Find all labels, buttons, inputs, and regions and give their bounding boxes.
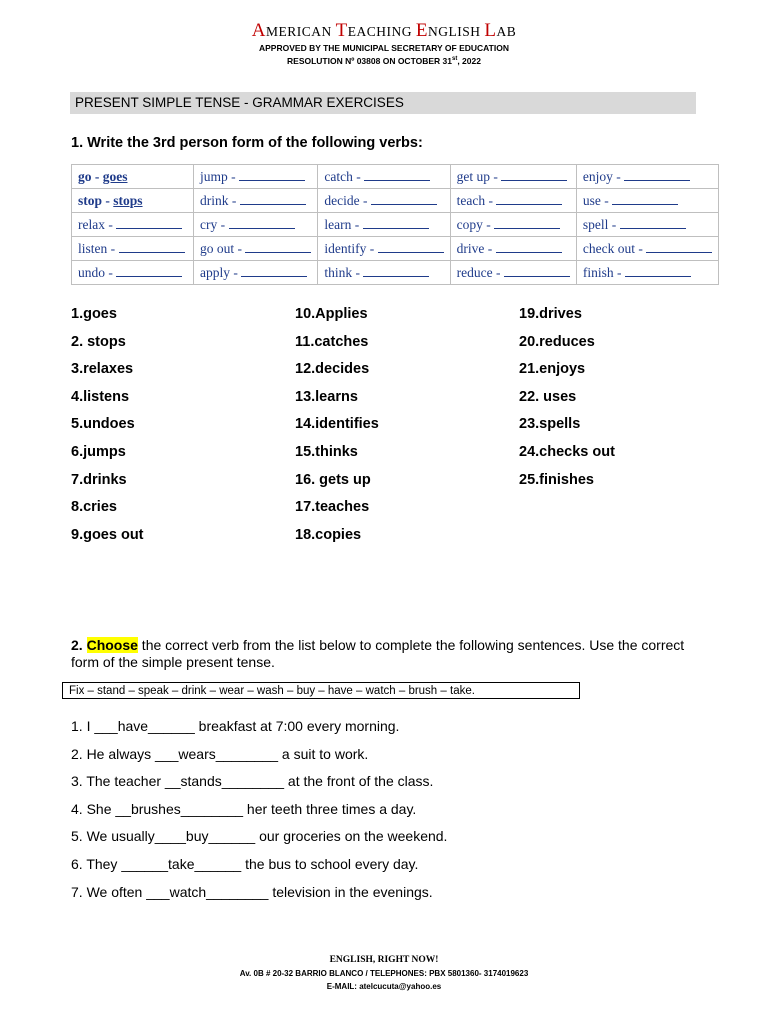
verb-word: finish	[582, 265, 614, 280]
answer-item: 20.reduces	[519, 333, 595, 350]
verb-cell: copy -	[450, 213, 576, 237]
sentence-item: 5. We usually____buy______ our groceries on the weekend.	[71, 828, 448, 845]
verb-cell: learn -	[318, 213, 450, 237]
verb-word: enjoy	[582, 169, 613, 184]
answer-item: 1.goes	[71, 306, 117, 322]
verb-word: apply	[200, 265, 230, 280]
sentence-list	[71, 717, 447, 910]
answer-blank[interactable]	[501, 168, 567, 181]
verb-word: drive	[456, 241, 485, 256]
answer-blank[interactable]	[240, 192, 306, 205]
verb-cell: use -	[576, 189, 718, 213]
resolution-line: RESOLUTION Nº 03808 ON OCTOBER 31st, 2022	[287, 56, 481, 66]
choose-highlight: Choose	[86, 637, 138, 653]
answer-item: 25.finishes	[519, 471, 594, 488]
verb-cell: catch -	[318, 165, 450, 189]
answer-item: 12.decides	[295, 361, 370, 378]
verb-word: spell	[582, 217, 609, 232]
org-title	[0, 20, 768, 42]
answer-blank[interactable]	[496, 240, 562, 253]
verb-example-answer: goes	[102, 168, 128, 184]
answer-blank[interactable]	[625, 264, 691, 277]
verb-word: check out	[582, 241, 635, 256]
exercise2-instructions: 2. Choose the correct verb from the list below to complete the following sentences. Use the correct form of the simple present tense.	[71, 637, 685, 670]
answer-item: 9.goes out	[71, 526, 144, 543]
answer-item: 24.checks out	[519, 443, 615, 460]
title-word-rest: EACHING	[347, 24, 416, 39]
answer-blank[interactable]	[116, 264, 182, 277]
title-word-rest: NGLISH	[427, 24, 485, 39]
answer-item: 11.catches	[295, 333, 369, 350]
title-word-rest: AB	[496, 24, 517, 39]
answer-blank[interactable]	[494, 216, 560, 229]
answer-item: 13.learns	[295, 388, 358, 405]
verb-cell: reduce -	[450, 261, 576, 285]
verb-word: catch	[324, 169, 353, 184]
verb-word: listen	[78, 241, 108, 256]
title-word-rest: MERICAN	[266, 24, 336, 39]
verb-word: learn	[324, 217, 352, 232]
answer-item: 5.undoes	[71, 416, 135, 433]
title-capital: A	[251, 20, 266, 41]
verb-word: copy	[456, 217, 483, 232]
answer-item: 22. uses	[519, 388, 577, 405]
answer-blank[interactable]	[378, 240, 444, 253]
verb-cell: apply -	[194, 261, 318, 285]
verb-table	[71, 164, 719, 285]
verb-cell: jump -	[194, 165, 318, 189]
verb-word: identify	[324, 241, 367, 256]
answer-blank[interactable]	[371, 192, 437, 205]
verb-cell: identify -	[318, 237, 450, 261]
verb-cell: drive -	[450, 237, 576, 261]
verb-cell: think -	[318, 261, 450, 285]
verb-word: jump	[200, 169, 228, 184]
verb-cell: listen -	[72, 237, 194, 261]
verb-cell: drink -	[194, 189, 318, 213]
answer-item: 2. stops	[71, 333, 126, 350]
answer-blank[interactable]	[496, 192, 562, 205]
footer-slogan: ENGLISH, RIGHT NOW!	[329, 955, 439, 965]
answer-item: 6.jumps	[71, 443, 126, 460]
answer-item: 10.Applies	[295, 306, 368, 322]
sentence-item: 7. We often ___watch________ television in the evenings.	[71, 883, 433, 900]
verb-cell: decide -	[318, 189, 450, 213]
verb-cell: undo -	[72, 261, 194, 285]
answer-item: 4.listens	[71, 388, 130, 405]
verb-word: reduce	[456, 265, 493, 280]
answer-item: 8.cries	[71, 499, 117, 516]
sentence-item: 3. The teacher __stands________ at the front of the class.	[71, 773, 434, 790]
answer-blank[interactable]	[363, 216, 429, 229]
approval-line: APPROVED BY THE MUNICIPAL SECRETARY OF EDUCATION	[259, 43, 509, 53]
answer-blank[interactable]	[241, 264, 307, 277]
title-capital: T	[335, 20, 348, 41]
footer-address: Av. 0B # 20-32 BARRIO BLANCO / TELEPHONES: PBX 5801360- 3174019623	[239, 969, 529, 978]
verb-word: drink	[200, 193, 229, 208]
verb-cell: finish -	[576, 261, 718, 285]
answer-item: 23.spells	[519, 416, 581, 433]
verb-word: go out	[200, 241, 235, 256]
verb-cell: go out -	[194, 237, 318, 261]
verb-word: teach	[456, 193, 486, 208]
answer-blank[interactable]	[116, 216, 182, 229]
verb-row	[72, 165, 719, 189]
footer-email: E-MAIL: atelcucuta@yahoo.es	[326, 982, 442, 991]
answer-item: 19.drives	[519, 306, 582, 322]
verb-cell: relax -	[72, 213, 194, 237]
answer-item: 16. gets up	[295, 471, 371, 488]
sentence-item: 4. She __brushes________ her teeth three times a day.	[71, 800, 417, 817]
verb-word: use	[582, 193, 601, 208]
verb-word: decide	[324, 193, 360, 208]
answer-blank[interactable]	[504, 264, 570, 277]
verb-cell: get up -	[450, 165, 576, 189]
exercise1-heading: 1. Write the 3rd person form of the following verbs:	[71, 135, 423, 151]
verb-row	[72, 189, 719, 213]
answer-item: 18.copies	[295, 526, 362, 543]
verb-word: cry	[200, 217, 218, 232]
verb-word: stop	[78, 192, 103, 208]
verb-row	[72, 213, 719, 237]
answer-blank[interactable]	[239, 168, 305, 181]
sentence-item: 1. I ___have______ breakfast at 7:00 every morning.	[71, 718, 400, 734]
answer-blank[interactable]	[620, 216, 686, 229]
verb-word: undo	[78, 265, 105, 280]
verb-cell: stop - stops	[72, 189, 194, 213]
answers-column-2	[295, 305, 379, 553]
title-capital: E	[415, 20, 428, 41]
verb-word: go	[78, 168, 92, 184]
verb-row	[72, 237, 719, 261]
answer-blank[interactable]	[646, 240, 712, 253]
verb-word: think	[324, 265, 353, 280]
sentence-item: 6. They ______take______ the bus to school every day.	[71, 855, 419, 872]
verb-cell: enjoy -	[576, 165, 718, 189]
answer-item: 7.drinks	[71, 471, 127, 488]
verb-cell: check out -	[576, 237, 718, 261]
verb-word: get up	[456, 169, 491, 184]
answer-blank[interactable]	[245, 240, 311, 253]
answer-blank[interactable]	[229, 216, 295, 229]
verb-cell: go - goes	[72, 165, 194, 189]
title-capital: L	[484, 20, 497, 41]
answer-item: 15.thinks	[295, 443, 358, 460]
answer-item: 3.relaxes	[71, 361, 134, 378]
answer-blank[interactable]	[364, 168, 430, 181]
verb-cell: teach -	[450, 189, 576, 213]
answers-column-1	[71, 305, 144, 553]
verb-cell: cry -	[194, 213, 318, 237]
sentence-item: 2. He always ___wears________ a suit to work.	[71, 745, 369, 762]
section-banner: PRESENT SIMPLE TENSE - GRAMMAR EXERCISES	[70, 92, 696, 114]
verb-cell: spell -	[576, 213, 718, 237]
word-list-box: Fix – stand – speak – drink – wear – wash – buy – have – watch – brush – take.	[62, 682, 580, 699]
answer-blank[interactable]	[363, 264, 429, 277]
answer-blank[interactable]	[612, 192, 678, 205]
answers-column-3	[519, 305, 615, 498]
verb-row	[72, 261, 719, 285]
answer-item: 17.teaches	[295, 499, 370, 516]
answer-blank[interactable]	[624, 168, 690, 181]
answer-blank[interactable]	[119, 240, 185, 253]
verb-example-answer: stops	[113, 192, 143, 208]
verb-word: relax	[78, 217, 105, 232]
answer-item: 14.identifies	[295, 416, 379, 433]
answer-item: 21.enjoys	[519, 361, 586, 378]
